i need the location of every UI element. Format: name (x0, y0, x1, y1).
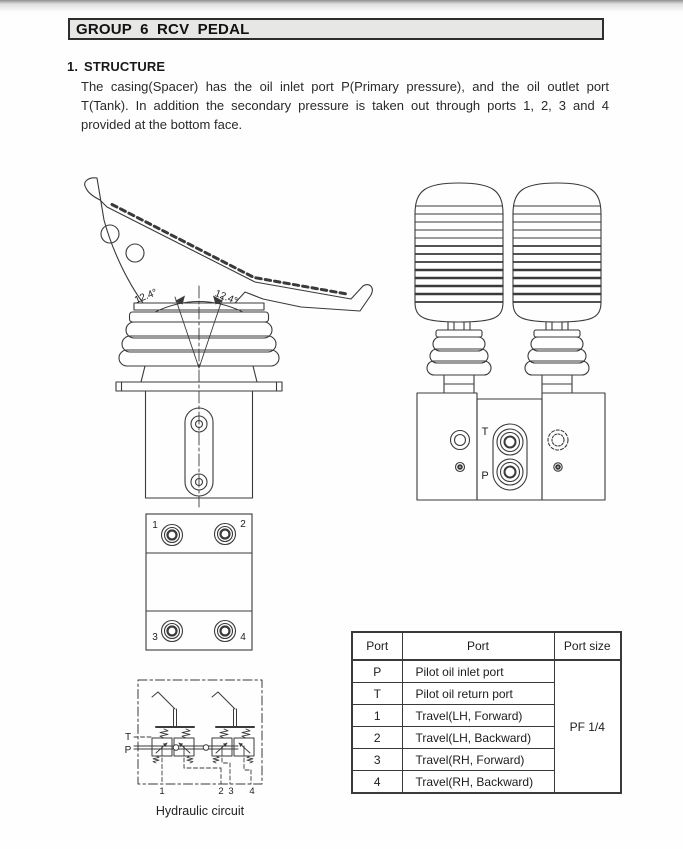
figure-pedal-front-view (400, 172, 625, 505)
circuit-port-4-label: 4 (249, 786, 255, 797)
desc-cell: Pilot oil inlet port (402, 660, 554, 683)
section-title: STRUCTURE (84, 59, 166, 74)
bottom-port-2-label: 2 (240, 519, 246, 530)
group-header-box (68, 18, 604, 40)
desc-cell: Travel(LH, Backward) (402, 727, 554, 749)
section-number: 1. (67, 59, 79, 74)
angle-label-left: 12.4° (133, 287, 160, 307)
port-cell: 4 (352, 771, 402, 794)
scan-edge-artifact (0, 0, 683, 13)
circuit-port-2-label: 2 (218, 786, 224, 797)
port-cell: 1 (352, 705, 402, 727)
pedal-treads (112, 205, 347, 295)
header-port-size: Port size (554, 632, 621, 660)
table-header-row (352, 632, 621, 660)
bottom-view-geometry (146, 514, 252, 650)
section-body-text: The casing(Spacer) has the oil inlet port P(Primary pressure), and the oil outlet port T(Tank). In addition the secondary pressure is taken out through ports 1, 2, 3 and 4 provided at the bottom face. (81, 79, 609, 132)
port-cell: T (352, 683, 402, 705)
circuit-p-label: P (124, 745, 132, 756)
header-port-symbol: Port (352, 632, 402, 660)
circuit-port-1-label: 1 (159, 786, 165, 797)
figure-bottom-view (138, 508, 273, 656)
circuit-caption: Hydraulic circuit (155, 804, 245, 818)
figure-pedal-side-view (55, 168, 385, 513)
desc-cell: Travel(RH, Forward) (402, 749, 554, 771)
desc-cell: Travel(RH, Backward) (402, 771, 554, 794)
front-view-geometry (415, 183, 605, 500)
pedal-side-geometry (85, 178, 373, 507)
port-cell: 3 (352, 749, 402, 771)
circuit-port-3-label: 3 (228, 786, 234, 797)
angle-label-right: 12.4° (212, 288, 239, 308)
desc-cell: Travel(LH, Forward) (402, 705, 554, 727)
front-port-p-label: P (481, 470, 489, 482)
table-row (352, 660, 621, 683)
bottom-port-1-label: 1 (152, 520, 158, 531)
port-cell: 2 (352, 727, 402, 749)
circuit-geometry (134, 680, 262, 784)
port-size-cell: PF 1/4 (554, 660, 621, 793)
port-cell: P (352, 660, 402, 683)
section-heading (67, 59, 165, 74)
group-title: GROUP 6 RCV PEDAL (76, 20, 250, 38)
bottom-port-3-label: 3 (152, 632, 158, 643)
front-port-t-label: T (481, 426, 489, 438)
figure-hydraulic-circuit (118, 666, 298, 800)
circuit-t-label: T (124, 732, 132, 743)
desc-cell: Pilot oil return port (402, 683, 554, 705)
port-table (351, 631, 622, 794)
bottom-port-4-label: 4 (240, 632, 246, 643)
header-port-desc: Port (402, 632, 554, 660)
